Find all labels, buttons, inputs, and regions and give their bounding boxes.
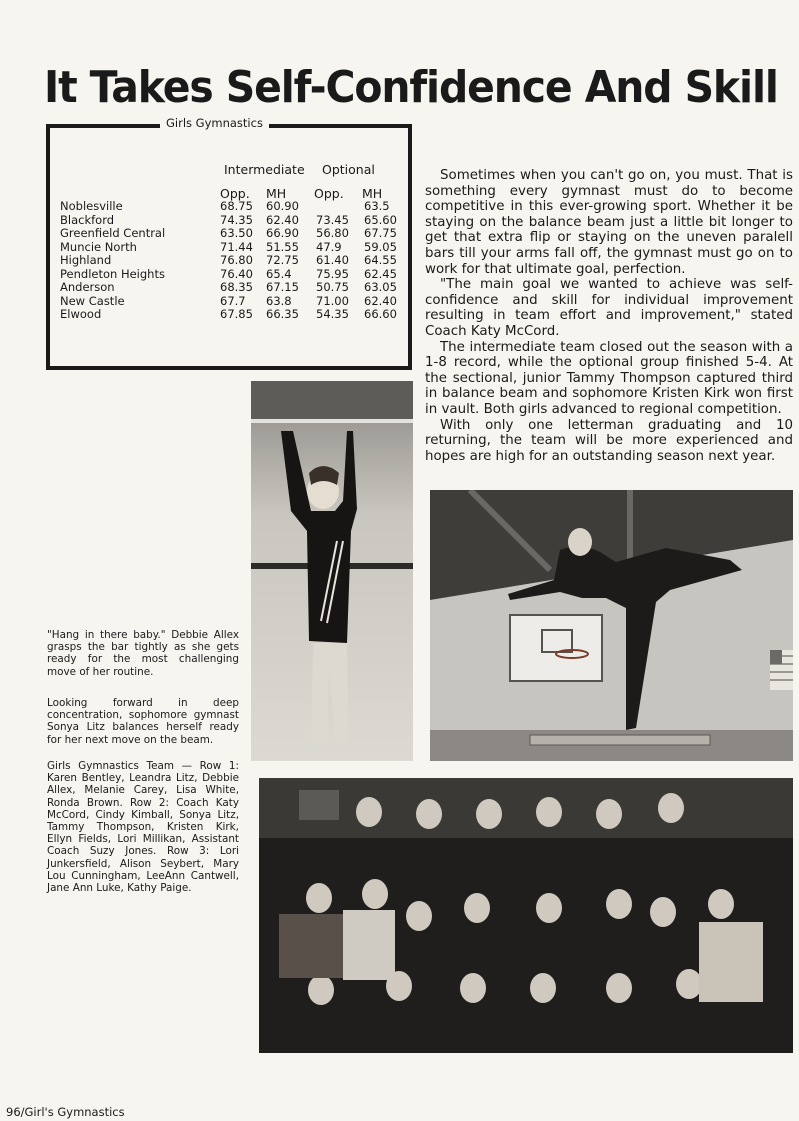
opt-opp-score: 47.9 <box>316 239 342 254</box>
opt-opp-score: 61.40 <box>316 253 349 267</box>
opt-opp-score: 50.75 <box>316 280 349 294</box>
opt-opp-score: 71.00 <box>316 293 349 308</box>
int-mh-score: 72.75 <box>266 253 299 267</box>
score-row <box>60 268 400 282</box>
score-row <box>60 200 400 214</box>
col-header-opt-opp: Opp. <box>314 186 344 201</box>
team-name: Muncie North <box>60 239 137 254</box>
folio: 96/Girl's Gymnastics <box>6 1105 125 1119</box>
team-name: Noblesville <box>60 199 123 213</box>
team-name: New Castle <box>60 293 125 308</box>
int-mh-score: 63.8 <box>266 293 292 308</box>
caption-uneven-bars: "Hang in there baby." Debbie Allex grasps the bar tightly as she gets ready for the most challenging move of her routine. <box>47 629 239 678</box>
int-opp-score: 71.44 <box>220 239 253 254</box>
team-name: Blackford <box>60 212 115 227</box>
team-name: Highland <box>60 253 112 267</box>
int-opp-score: 68.35 <box>220 280 253 294</box>
score-row <box>60 227 400 241</box>
int-opp-score: 68.75 <box>220 199 253 213</box>
team-name: Elwood <box>60 307 102 321</box>
int-opp-score: 76.40 <box>220 266 253 281</box>
score-row <box>60 308 400 322</box>
int-opp-score: 76.80 <box>220 253 253 267</box>
caption-balance-beam: Looking forward in deep concentration, sophomore gymnast Sonya Litz balances herself ready for her next move on the beam. <box>47 697 239 746</box>
opt-mh-score: 63.5 <box>364 199 390 213</box>
headline: It Takes Self-Confidence And Skill <box>44 62 778 113</box>
photo-team <box>259 778 793 1053</box>
int-opp-score: 67.85 <box>220 307 253 321</box>
int-opp-score: 63.50 <box>220 226 253 240</box>
score-row <box>60 214 400 228</box>
score-table <box>60 200 400 322</box>
score-row <box>60 281 400 295</box>
photo-uneven-bars <box>251 381 413 761</box>
scoreboard-box <box>46 116 412 370</box>
opt-opp-score: 54.35 <box>316 307 349 321</box>
opt-mh-score: 67.75 <box>364 226 397 240</box>
article-paragraph: "The main goal we wanted to achieve was self-confidence and skill for individual improvement resulting in team effort and improvement," stated Coach Katy McCord. <box>425 277 793 339</box>
opt-opp-score: 75.95 <box>316 266 349 281</box>
opt-mh-score: 63.05 <box>364 280 397 294</box>
article-paragraph: With only one letterman graduating and 10 returning, the team will be more experienced and hopes are high for an outstanding season next year. <box>425 417 793 464</box>
intermediate-header: Intermediate <box>224 162 305 177</box>
team-name: Anderson <box>60 280 115 294</box>
article-body <box>425 168 793 464</box>
int-mh-score: 51.55 <box>266 239 299 254</box>
int-mh-score: 62.40 <box>266 212 299 227</box>
article-paragraph: The intermediate team closed out the season with a 1-8 record, while the optional group finished 5-4. At the sectional, junior Tammy Thompson captured third in balance beam and sophomore Kristen Kirk won first in vault. Both girls advanced to regional competition. <box>425 339 793 417</box>
opt-opp-score: 73.45 <box>316 212 349 227</box>
opt-opp-score: 56.80 <box>316 226 349 240</box>
score-row <box>60 241 400 255</box>
opt-mh-score: 65.60 <box>364 212 397 227</box>
opt-mh-score: 62.45 <box>364 266 397 281</box>
int-mh-score: 67.15 <box>266 280 299 294</box>
int-mh-score: 66.90 <box>266 226 299 240</box>
int-mh-score: 60.90 <box>266 199 299 213</box>
int-opp-score: 67.7 <box>220 293 246 308</box>
opt-mh-score: 66.60 <box>364 307 397 321</box>
int-mh-score: 65.4 <box>266 266 292 281</box>
score-row <box>60 254 400 268</box>
team-name: Greenfield Central <box>60 226 166 240</box>
int-opp-score: 74.35 <box>220 212 253 227</box>
scoreboard-label: Girls Gymnastics <box>160 116 269 130</box>
opt-mh-score: 59.05 <box>364 239 397 254</box>
photo-balance-beam <box>430 490 793 761</box>
col-header-int-mh: MH <box>266 186 287 201</box>
caption-team: Girls Gymnastics Team — Row 1: Karen Bentley, Leandra Litz, Debbie Allex, Melanie Carey, Lisa White, Ronda Brown. Row 2: Coach Katy McCord, Cindy Kimball, Sonya Litz, Tammy Thompson, Kristen Kirk, Ellyn Fields, Lori Millikan, Assistant Coach Suzy Jones. Row 3: Lori Junkersfield, Alison Seybert, Mary Lou Cunningham, LeeAnn Cantwell, Jane Ann Luke, Kathy Paige. <box>47 760 239 895</box>
score-row <box>60 295 400 309</box>
col-header-int-opp: Opp. <box>220 186 250 201</box>
team-name: Pendleton Heights <box>60 266 165 281</box>
opt-mh-score: 62.40 <box>364 293 397 308</box>
opt-mh-score: 64.55 <box>364 253 397 267</box>
article-paragraph: Sometimes when you can't go on, you must. That is something every gymnast must do to become competitive in this ever-growing sport. Whether it be staying on the balance beam just a little bit longer to get that extra flip or staying on the uneven paralell bars till your arms fall off, the gymnast must go on to work for that ultimate goal, perfection. <box>425 168 793 277</box>
int-mh-score: 66.35 <box>266 307 299 321</box>
col-header-opt-mh: MH <box>362 186 383 201</box>
optional-header: Optional <box>322 162 375 177</box>
